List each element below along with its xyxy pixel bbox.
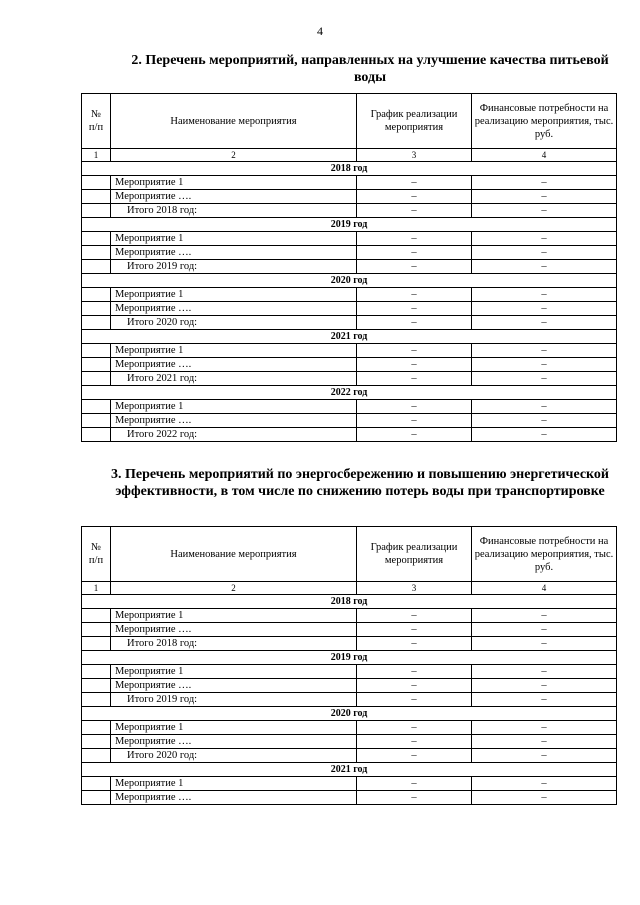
column-number: 3 <box>357 582 472 595</box>
header-number-label: № п/п <box>88 109 104 133</box>
year-row <box>82 218 617 232</box>
year-row <box>82 595 617 609</box>
cell-schedule: – <box>357 176 472 190</box>
year-label: 2021 год <box>82 763 617 777</box>
cell-finance: – <box>472 721 617 735</box>
cell-finance: – <box>472 679 617 693</box>
cell-schedule: – <box>357 372 472 386</box>
cell-schedule: – <box>357 679 472 693</box>
cell-number <box>82 232 111 246</box>
header-cell-schedule: График реализации мероприятия <box>357 527 472 582</box>
cell-number <box>82 204 111 218</box>
year-row <box>82 707 617 721</box>
page-number: 4 <box>317 24 323 38</box>
cell-measure-name: Мероприятие …. <box>111 791 357 805</box>
table-row <box>82 623 617 637</box>
cell-finance: – <box>472 665 617 679</box>
table-row-total <box>82 316 617 330</box>
year-row <box>82 274 617 288</box>
year-row <box>82 763 617 777</box>
column-number: 4 <box>472 582 617 595</box>
header-cell-number <box>82 94 111 149</box>
cell-finance: – <box>472 693 617 707</box>
cell-number <box>82 693 111 707</box>
cell-schedule: – <box>357 358 472 372</box>
column-number: 2 <box>111 149 357 162</box>
cell-finance: – <box>472 288 617 302</box>
cell-number <box>82 316 111 330</box>
cell-finance: – <box>472 609 617 623</box>
cell-number <box>82 400 111 414</box>
cell-measure-name: Мероприятие 1 <box>111 232 357 246</box>
cell-finance: – <box>472 176 617 190</box>
table-row <box>82 288 617 302</box>
cell-finance: – <box>472 637 617 651</box>
cell-number <box>82 358 111 372</box>
cell-number <box>82 665 111 679</box>
cell-finance: – <box>472 777 617 791</box>
cell-number <box>82 246 111 260</box>
year-row <box>82 162 617 176</box>
column-number-row <box>82 149 617 162</box>
year-label: 2020 год <box>82 707 617 721</box>
header-cell-schedule: График реализации мероприятия <box>357 94 472 149</box>
table-row <box>82 344 617 358</box>
cell-schedule: – <box>357 260 472 274</box>
cell-measure-name: Итого 2020 год: <box>111 749 357 763</box>
year-row <box>82 386 617 400</box>
section-title-water-quality: 2. Перечень мероприятий, направленных на улучшение качества питьевой воды <box>131 53 609 85</box>
cell-schedule: – <box>357 721 472 735</box>
table-row <box>82 665 617 679</box>
table-row <box>82 735 617 749</box>
cell-number <box>82 609 111 623</box>
cell-schedule: – <box>357 637 472 651</box>
cell-number <box>82 302 111 316</box>
table-row <box>82 246 617 260</box>
cell-schedule: – <box>357 693 472 707</box>
cell-number <box>82 288 111 302</box>
cell-measure-name: Мероприятие 1 <box>111 609 357 623</box>
measures-table-energy-saving <box>81 526 617 805</box>
cell-measure-name: Итого 2018 год: <box>111 204 357 218</box>
cell-finance: – <box>472 232 617 246</box>
cell-number <box>82 777 111 791</box>
header-row <box>82 94 617 149</box>
table-row-total <box>82 693 617 707</box>
cell-finance: – <box>472 246 617 260</box>
table-row <box>82 721 617 735</box>
column-number: 2 <box>111 582 357 595</box>
header-cell-number <box>82 527 111 582</box>
cell-finance: – <box>472 316 617 330</box>
cell-number <box>82 749 111 763</box>
cell-schedule: – <box>357 288 472 302</box>
cell-finance: – <box>472 428 617 442</box>
cell-finance: – <box>472 190 617 204</box>
column-number: 1 <box>82 582 111 595</box>
cell-number <box>82 679 111 693</box>
cell-schedule: – <box>357 344 472 358</box>
cell-schedule: – <box>357 609 472 623</box>
year-label: 2019 год <box>82 651 617 665</box>
cell-schedule: – <box>357 400 472 414</box>
cell-schedule: – <box>357 665 472 679</box>
cell-measure-name: Мероприятие …. <box>111 679 357 693</box>
cell-measure-name: Мероприятие …. <box>111 190 357 204</box>
cell-measure-name: Мероприятие …. <box>111 246 357 260</box>
cell-schedule: – <box>357 428 472 442</box>
cell-number <box>82 428 111 442</box>
table-row <box>82 190 617 204</box>
cell-schedule: – <box>357 735 472 749</box>
column-number: 1 <box>82 149 111 162</box>
table-row <box>82 232 617 246</box>
year-label: 2020 год <box>82 274 617 288</box>
column-number: 4 <box>472 149 617 162</box>
table-row <box>82 414 617 428</box>
cell-schedule: – <box>357 623 472 637</box>
column-number-row <box>82 582 617 595</box>
year-label: 2022 год <box>82 386 617 400</box>
header-cell-finance: Финансовые потребности на реализацию мероприятия, тыс. руб. <box>472 94 617 149</box>
cell-schedule: – <box>357 316 472 330</box>
cell-schedule: – <box>357 414 472 428</box>
year-label: 2021 год <box>82 330 617 344</box>
table-row <box>82 358 617 372</box>
header-cell-finance: Финансовые потребности на реализацию мероприятия, тыс. руб. <box>472 527 617 582</box>
table-row <box>82 609 617 623</box>
cell-finance: – <box>472 358 617 372</box>
header-cell-name: Наименование мероприятия <box>111 94 357 149</box>
cell-finance: – <box>472 260 617 274</box>
table-row-total <box>82 428 617 442</box>
cell-finance: – <box>472 204 617 218</box>
cell-number <box>82 791 111 805</box>
cell-finance: – <box>472 372 617 386</box>
cell-schedule: – <box>357 302 472 316</box>
cell-measure-name: Мероприятие 1 <box>111 288 357 302</box>
cell-number <box>82 176 111 190</box>
cell-measure-name: Мероприятие …. <box>111 414 357 428</box>
cell-measure-name: Итого 2022 год: <box>111 428 357 442</box>
cell-measure-name: Мероприятие 1 <box>111 777 357 791</box>
cell-measure-name: Мероприятие 1 <box>111 400 357 414</box>
cell-number <box>82 190 111 204</box>
year-row <box>82 330 617 344</box>
cell-measure-name: Мероприятие …. <box>111 302 357 316</box>
cell-number <box>82 372 111 386</box>
cell-schedule: – <box>357 777 472 791</box>
cell-finance: – <box>472 735 617 749</box>
cell-number <box>82 344 111 358</box>
header-number-label: № п/п <box>88 542 104 566</box>
cell-finance: – <box>472 623 617 637</box>
cell-schedule: – <box>357 232 472 246</box>
header-row <box>82 527 617 582</box>
cell-schedule: – <box>357 204 472 218</box>
table-row <box>82 777 617 791</box>
cell-measure-name: Итого 2020 год: <box>111 316 357 330</box>
cell-number <box>82 637 111 651</box>
cell-finance: – <box>472 749 617 763</box>
table-row <box>82 176 617 190</box>
cell-number <box>82 721 111 735</box>
cell-finance: – <box>472 791 617 805</box>
cell-finance: – <box>472 302 617 316</box>
column-number: 3 <box>357 149 472 162</box>
cell-number <box>82 260 111 274</box>
year-label: 2018 год <box>82 595 617 609</box>
year-label: 2018 год <box>82 162 617 176</box>
cell-finance: – <box>472 344 617 358</box>
cell-measure-name: Итого 2021 год: <box>111 372 357 386</box>
header-cell-name: Наименование мероприятия <box>111 527 357 582</box>
cell-measure-name: Итого 2019 год: <box>111 260 357 274</box>
cell-schedule: – <box>357 749 472 763</box>
cell-measure-name: Мероприятие 1 <box>111 665 357 679</box>
cell-finance: – <box>472 414 617 428</box>
table-row-total <box>82 260 617 274</box>
measures-table-water-quality <box>81 93 617 442</box>
table-row <box>82 302 617 316</box>
table-row <box>82 679 617 693</box>
cell-measure-name: Мероприятие …. <box>111 358 357 372</box>
cell-measure-name: Итого 2018 год: <box>111 637 357 651</box>
cell-measure-name: Мероприятие …. <box>111 735 357 749</box>
cell-schedule: – <box>357 190 472 204</box>
cell-schedule: – <box>357 791 472 805</box>
table-row <box>82 791 617 805</box>
table-row-total <box>82 204 617 218</box>
year-label: 2019 год <box>82 218 617 232</box>
table-row-total <box>82 372 617 386</box>
cell-number <box>82 735 111 749</box>
cell-measure-name: Мероприятие 1 <box>111 344 357 358</box>
cell-measure-name: Мероприятие 1 <box>111 721 357 735</box>
table-row-total <box>82 637 617 651</box>
section-title-energy-saving: 3. Перечень мероприятий по энергосбережению и повышению энергетической эффективности, в том числе по снижению потерь воды при транспортировке <box>110 467 610 499</box>
cell-number <box>82 623 111 637</box>
cell-schedule: – <box>357 246 472 260</box>
year-row <box>82 651 617 665</box>
cell-measure-name: Мероприятие …. <box>111 623 357 637</box>
table-row <box>82 400 617 414</box>
cell-measure-name: Мероприятие 1 <box>111 176 357 190</box>
cell-number <box>82 414 111 428</box>
cell-finance: – <box>472 400 617 414</box>
table-row-total <box>82 749 617 763</box>
cell-measure-name: Итого 2019 год: <box>111 693 357 707</box>
